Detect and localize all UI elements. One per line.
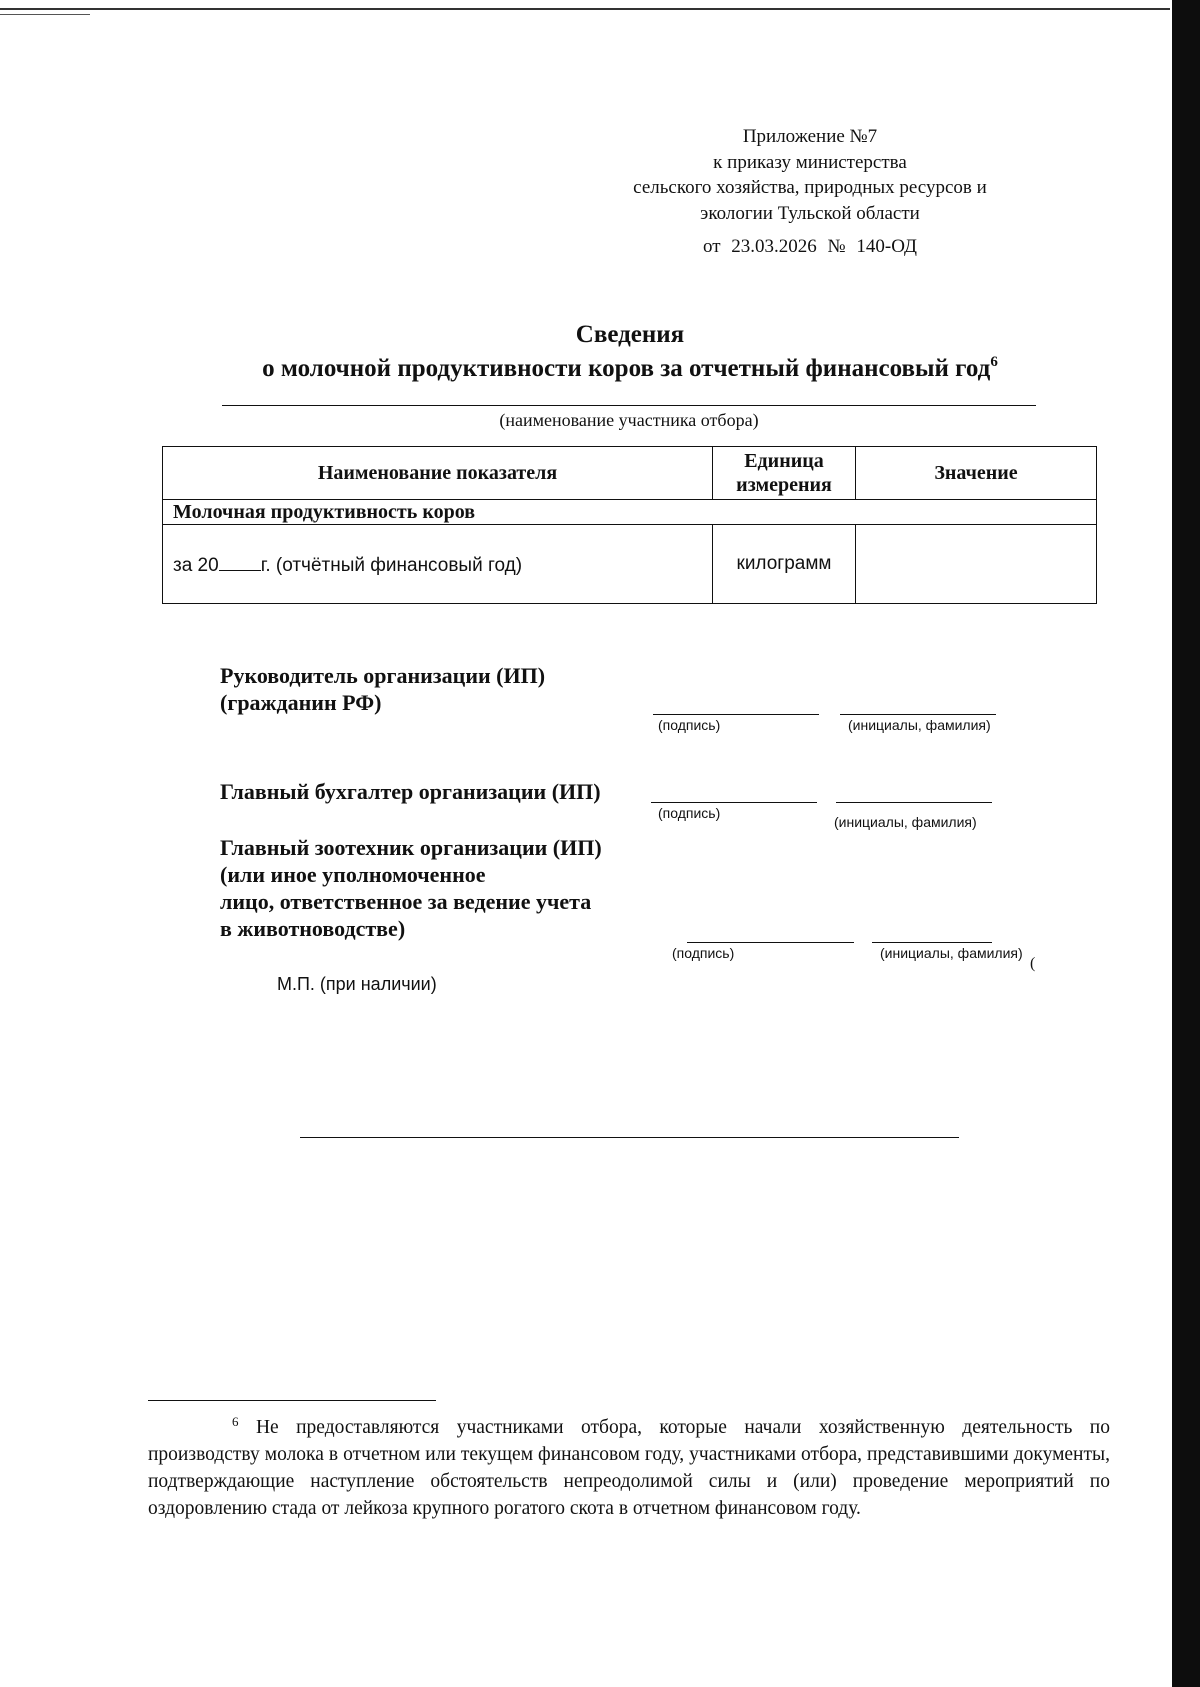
footnote [148,1414,1110,1522]
appendix-order-date-number: от 23.03.2026 № 140-ОД [703,236,917,257]
year-blank-field[interactable] [219,552,261,571]
accountant-signatory-title [220,778,601,805]
table-section-row [163,500,1097,525]
head-name-line[interactable] [840,714,996,715]
section-label: Молочная продуктивность коров [163,500,1097,525]
appendix-ministry: сельского хозяйства, природных ресурсов и [633,177,987,198]
head-signature-line[interactable] [653,714,819,715]
productivity-table [162,446,1097,604]
header-unit-line-2: измерения [736,474,832,496]
zootech-signatory-title [220,834,602,942]
participant-name-caption: (наименование участника отбора) [499,410,759,430]
accountant-name-caption: (инициалы, фамилия) [834,814,977,830]
zootech-signature-line[interactable] [687,942,854,943]
footnote-text: Не предоставляются участниками отбора, которые начали хозяйственную деятельность по производству молока в отчетном или текущем финансовом году, участниками отбора, представившими документы, подтверждающие наступление обстоятельств непреодолимой силы и (или) проведение мероприятий по оздоровлению стада от лейкоза крупного рогатого скота в отчетном финансовом году. [148,1417,1110,1519]
header-unit [713,447,856,500]
head-signature-caption: (подпись) [658,717,721,733]
zootech-title-line-3: лицо, ответственное за ведение учета [220,889,592,914]
title-line-2-text: о молочной продуктивности коров за отчетный финансовый год [262,355,991,382]
zootech-name-line[interactable] [872,942,992,943]
row-unit: килограмм [713,525,856,604]
scan-edge-right [1172,0,1200,1687]
header-value: Значение [856,447,1097,500]
zootech-title-line-4: в животноводстве) [220,916,406,941]
head-name-caption: (инициалы, фамилия) [848,717,991,733]
stray-parenthesis: ( [1030,955,1036,972]
row-year-suffix: г. (отчётный финансовый год) [260,554,523,576]
header-unit-line-1: Единица [744,450,824,472]
scan-edge-top-short [0,14,90,15]
participant-name-line [222,405,1036,406]
row-indicator [163,525,713,604]
accountant-signature-caption: (подпись) [658,805,721,821]
scan-edge-top [0,8,1170,10]
appendix-header [560,124,1060,260]
table-header-row [163,447,1097,500]
appendix-region: экологии Тульской области [700,202,920,224]
appendix-order-ref: к приказу министерства [713,151,907,173]
zootech-name-caption: (инициалы, фамилия) [880,945,1023,961]
table-row [163,525,1097,604]
zootech-signature-caption: (подпись) [672,945,735,961]
zootech-title-line-1: Главный зоотехник организации (ИП) [220,835,602,860]
footnote-separator [148,1400,436,1401]
row-year-prefix: за 20 [173,554,219,576]
row-value-field[interactable] [856,525,1097,604]
appendix-number: Приложение №7 [742,126,878,147]
footnote-number: 6 [232,1414,239,1429]
zootech-title-line-2: (или иное уполномоченное [220,862,486,887]
document-title [100,318,1160,386]
accountant-title-line-1: Главный бухгалтер организации (ИП) [220,779,601,804]
title-line-1: Сведения [575,321,685,348]
stamp-place: М.П. (при наличии) [277,974,437,994]
header-indicator: Наименование показателя [163,447,713,500]
section-separator-line [300,1137,959,1138]
title-footnote-ref: 6 [990,354,998,370]
head-title-line-2: (гражданин РФ) [220,690,382,715]
title-line-2 [100,352,1160,386]
accountant-name-line[interactable] [836,802,992,803]
head-signatory-title [220,662,545,716]
head-title-line-1: Руководитель организации (ИП) [220,663,546,688]
accountant-signature-line[interactable] [651,802,817,803]
